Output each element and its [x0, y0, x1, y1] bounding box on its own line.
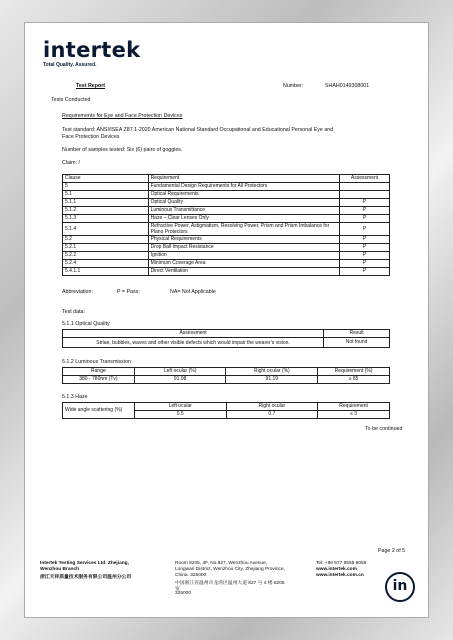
table-row — [63, 207, 390, 215]
table-cell: Optical Quality — [148, 199, 340, 207]
table-cell: P — [340, 244, 390, 252]
footer-address-cn1: 中国浙江省温州市龙湾区温州大道 827 号 4 楼 8205 — [175, 581, 285, 586]
table-cell: ≥ 85 — [318, 376, 390, 384]
report-title: Test Report — [76, 83, 106, 89]
luminous-transmission-table — [62, 367, 390, 384]
test-data-heading: Test data: — [62, 309, 85, 315]
optical-quality-title: 5.1.1 Optical Quality — [62, 321, 110, 327]
table-cell: Direct Ventilation — [148, 268, 340, 276]
test-standard-line1: Test standard: ANSI/ISEA Z87.1-2020 American National Standard Occupational and Educational Personal Eye and — [62, 127, 334, 133]
table-header-row — [63, 175, 390, 183]
table-cell: P — [340, 223, 390, 236]
table-cell: ≤ 3 — [318, 411, 390, 419]
table-header-row — [63, 368, 390, 376]
footer-address-line3: China. 325000 — [175, 573, 207, 578]
haze-table — [62, 402, 390, 419]
footer-address-line2: Longwan District, Wenzhou City, Zhejiang Province, — [175, 567, 285, 572]
table-header-cell: Assessment — [340, 175, 390, 183]
table-cell: Drop Ball Impact Resistance — [148, 244, 340, 252]
table-cell — [340, 191, 390, 199]
footer-website-cn[interactable]: www.intertek.com.cn — [316, 573, 364, 578]
test-standard-line2: Face Protection Devices — [62, 134, 120, 140]
table-row — [63, 191, 390, 199]
table-header-row — [63, 403, 390, 411]
table-header-cell: Assessment — [63, 330, 324, 338]
abbreviation-label: Abbreviation: — [62, 289, 93, 295]
intertek-in-logo: in — [385, 572, 415, 602]
footer-company-cn: 浙江天祥质量技术服务有限公司温州分公司 — [40, 575, 132, 580]
table-row — [63, 183, 390, 191]
table-header-cell: Left ocular — [134, 403, 226, 411]
table-cell: P — [340, 252, 390, 260]
table-row — [63, 376, 390, 384]
table-row — [63, 244, 390, 252]
footer-website[interactable]: www.intertek.com — [316, 567, 357, 572]
report-number: SHAH0149308001 — [325, 83, 370, 89]
table-cell: Not found — [324, 338, 390, 348]
table-cell: 0.7 — [226, 411, 318, 419]
table-header-cell: Left ocular (%) — [134, 368, 226, 376]
table-cell: 5.1.2 — [63, 207, 149, 215]
number-label: Number: — [283, 83, 304, 89]
table-cell: P — [340, 260, 390, 268]
table-cell: 91.19 — [226, 376, 318, 384]
claim-line: Claim: / — [62, 160, 80, 166]
abbreviation-pass: P = Pass; — [117, 289, 140, 295]
table-header-cell: Requirement — [148, 175, 340, 183]
table-header-cell: Result — [324, 330, 390, 338]
table-cell: 5.4.1.1 — [63, 268, 149, 276]
table-cell: Optical Requirements — [148, 191, 340, 199]
table-cell: P — [340, 207, 390, 215]
table-cell: P — [340, 268, 390, 276]
table-row — [63, 236, 390, 244]
table-row — [63, 223, 390, 236]
table-header-cell: Clause — [63, 175, 149, 183]
section-heading: Tests Conducted — [51, 97, 91, 103]
table-cell: 5.1.3 — [63, 215, 149, 223]
luminous-transmission-title: 5.1.2 Luminous Transmission — [62, 359, 131, 365]
table-cell: 5.1.1 — [63, 199, 149, 207]
table-header-cell: Right ocular (%) — [226, 368, 318, 376]
table-cell: P — [340, 236, 390, 244]
table-cell: 0.5 — [134, 411, 226, 419]
table-header-cell: Range — [63, 368, 135, 376]
table-cell: 5.1.4 — [63, 223, 149, 236]
logo-tagline: Total Quality. Assured. — [43, 62, 97, 68]
table-cell: Striae, bubbles, waves and other visible defects which would impair the wearer’s vision. — [63, 338, 324, 348]
table-row — [63, 199, 390, 207]
table-cell: 91.98 — [134, 376, 226, 384]
table-header-row — [63, 330, 390, 338]
table-header-cell: Right ocular — [226, 403, 318, 411]
abbreviation-na: NA= Not Applicable — [170, 289, 216, 295]
table-row — [63, 215, 390, 223]
table-cell: Haze – Clear Lenses Only — [148, 215, 340, 223]
document-page — [24, 22, 429, 618]
haze-title: 5.1.3 Haze — [62, 394, 88, 400]
samples-line: Number of samples tested: Six (6) pairs of goggles. — [62, 147, 183, 153]
intertek-logo: intertek — [43, 38, 141, 62]
table-cell: Refractive Power, Astigmatism, Resolving Power, Prism and Prism Imbalance for Plano Protectors — [148, 223, 340, 236]
page-number: Page 2 of 5 — [378, 548, 406, 554]
footer-address-cn3: 325000 — [175, 591, 192, 596]
footer-telephone: Tel: +86 577 8555 6055 — [316, 561, 367, 566]
footer-address-line1: Room 8205, 4F, No.827, Wenzhou Avenue, — [175, 561, 268, 566]
table-cell: Fundamental Design Requirements for All Protectors — [148, 183, 340, 191]
table-cell: 5 — [63, 183, 149, 191]
table-cell — [340, 183, 390, 191]
table-cell: 5.1 — [63, 191, 149, 199]
table-header-cell: Requirement — [318, 403, 390, 411]
to-be-continued: To be continued — [365, 426, 403, 432]
table-row — [63, 260, 390, 268]
table-header-cell: Wide angle scattering (%) — [63, 403, 135, 419]
table-cell: Minimum Coverage Area — [148, 260, 340, 268]
table-cell: Physical Requirements — [148, 236, 340, 244]
footer-company-line1: Intertek Testing Services Ltd. Zhejiang, — [40, 561, 129, 566]
table-row — [63, 252, 390, 260]
table-cell: 5.2 — [63, 236, 149, 244]
table-cell: Luminous Transmittance — [148, 207, 340, 215]
table-cell: P — [340, 199, 390, 207]
table-cell: P — [340, 215, 390, 223]
table-row — [63, 268, 390, 276]
table-cell: 5.2.2 — [63, 252, 149, 260]
table-row — [63, 338, 390, 348]
clause-table — [62, 174, 390, 276]
table-cell: 380 - 780nm (Tv) — [63, 376, 135, 384]
optical-quality-table — [62, 329, 390, 348]
table-cell: 5.2.1 — [63, 244, 149, 252]
footer-company-line2: Wenzhou Branch — [40, 567, 80, 572]
footer-address-cn2: 室 — [175, 587, 180, 592]
requirements-title: Requirements for Eye and Face Protection Devices — [62, 113, 183, 119]
table-cell: Ignition — [148, 252, 340, 260]
table-cell: 5.2.4 — [63, 260, 149, 268]
table-header-cell: Requirement (%) — [318, 368, 390, 376]
